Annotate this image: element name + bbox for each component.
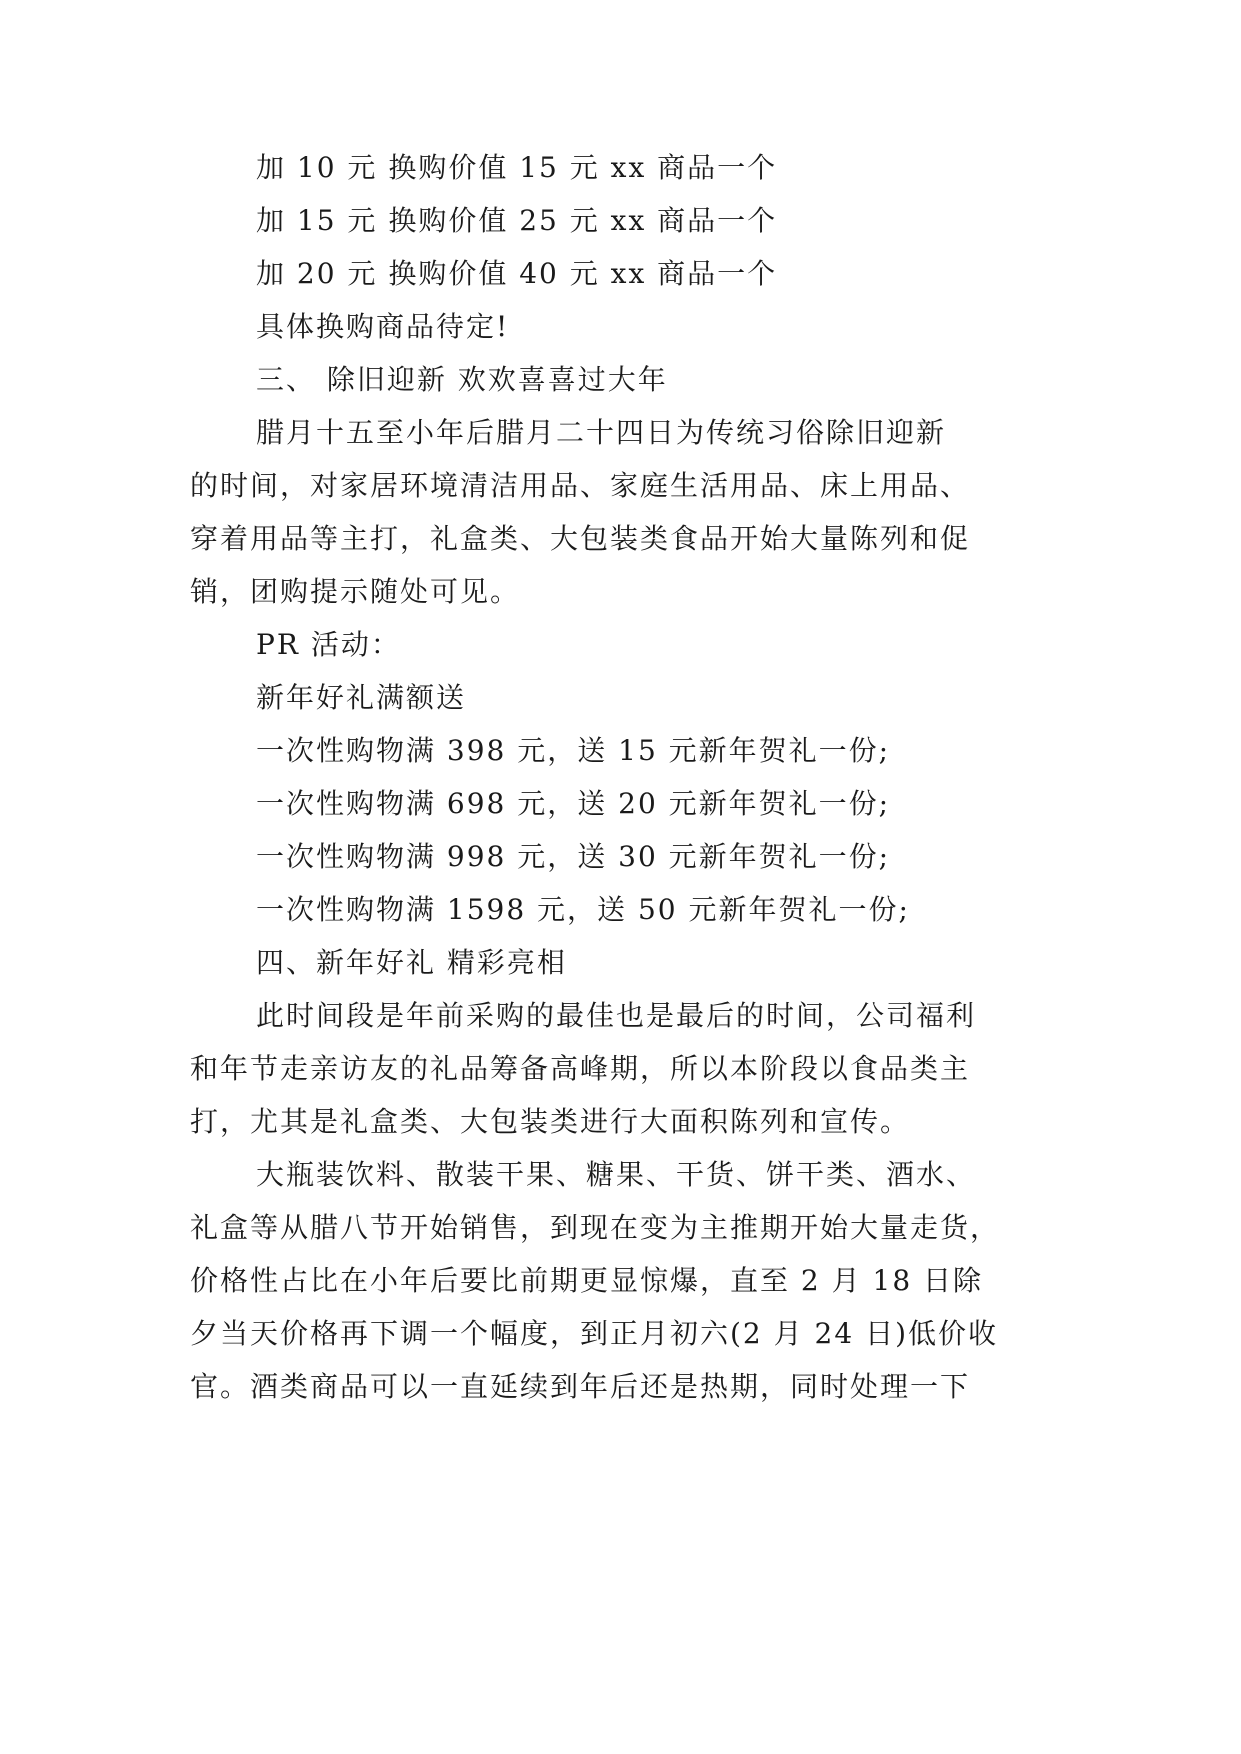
text-line-exchange-15: 加 15 元 换购价值 25 元 xx 商品一个 (256, 204, 778, 237)
subheading-gift: 新年好礼满额送 (256, 681, 467, 714)
list-item: 一次性购物满 998 元，送 30 元新年贺礼一份; (256, 840, 891, 873)
paragraph-line: 夕当天价格再下调一个幅度，到正月初六(2 月 24 日)低价收 (190, 1317, 998, 1350)
text-line-exchange-10: 加 10 元 换购价值 15 元 xx 商品一个 (256, 151, 778, 184)
paragraph-line: 价格性占比在小年后要比前期更显惊爆，直至 2 月 18 日除 (190, 1264, 984, 1297)
section-heading-three: 三、 除旧迎新 欢欢喜喜过大年 (256, 363, 668, 396)
paragraph-line: 销，团购提示随处可见。 (190, 575, 521, 608)
section-heading-four: 四、新年好礼 精彩亮相 (256, 946, 567, 979)
pr-activity-label: PR 活动： (256, 628, 401, 661)
list-item: 一次性购物满 398 元，送 15 元新年贺礼一份; (256, 734, 891, 767)
paragraph-line: 腊月十五至小年后腊月二十四日为传统习俗除旧迎新 (256, 416, 947, 449)
text-line-exchange-20: 加 20 元 换购价值 40 元 xx 商品一个 (256, 257, 778, 290)
paragraph-line: 大瓶装饮料、散装干果、糖果、干货、饼干类、酒水、 (256, 1158, 977, 1191)
list-item: 一次性购物满 698 元，送 20 元新年贺礼一份; (256, 787, 891, 820)
paragraph-line: 的时间，对家居环境清洁用品、家庭生活用品、床上用品、 (190, 469, 971, 502)
list-item: 一次性购物满 1598 元，送 50 元新年贺礼一份; (256, 893, 910, 926)
paragraph-line: 打，尤其是礼盒类、大包装类进行大面积陈列和宣传。 (190, 1105, 911, 1138)
paragraph-line: 此时间段是年前采购的最佳也是最后的时间，公司福利 (256, 999, 977, 1032)
paragraph-line: 礼盒等从腊八节开始销售，到现在变为主推期开始大量走货， (190, 1211, 1001, 1244)
paragraph-line: 官。酒类商品可以一直延续到年后还是热期，同时处理一下 (190, 1370, 971, 1403)
text-line-pending: 具体换购商品待定! (256, 310, 510, 343)
paragraph-line: 穿着用品等主打，礼盒类、大包装类食品开始大量陈列和促 (190, 522, 971, 555)
paragraph-line: 和年节走亲访友的礼品筹备高峰期，所以本阶段以食品类主 (190, 1052, 971, 1085)
